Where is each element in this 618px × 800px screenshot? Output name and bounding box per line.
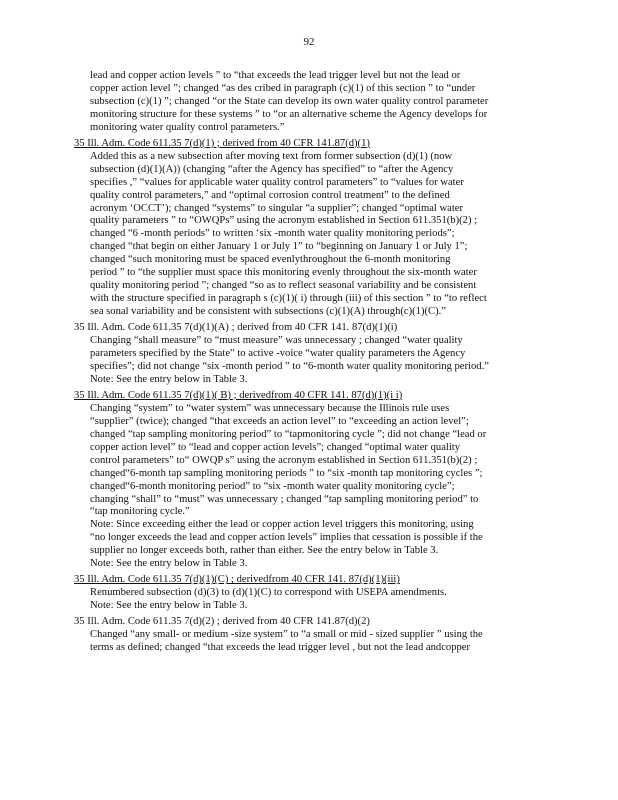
body-line: acronym ‘OCCT’); changed “systems” to singular “a supplier”; changed “optimal water [90, 202, 464, 214]
body-line: changed “tap sampling monitoring period” to “tapmonitoring cycle ”; did not change “lead or [90, 428, 487, 440]
citation-heading [74, 390, 542, 403]
body-line: “no longer exceeds the lead and copper action levels” implies that cessation is possible if the [90, 532, 483, 544]
body-line: changing “shall” to “must” was unnecessary ; changed “tap sampling monitoring period” to [90, 493, 479, 505]
citation-entry [74, 574, 542, 613]
body-line: “tap monitoring cycle.” [90, 506, 190, 518]
body-line: Changing “system” to “water system” was unnecessary because the Illinois rule uses [90, 402, 450, 414]
citation-heading-text: 35 Ill. Adm. Code 611.35 7(d)(1)( B) ; derivedfrom 40 CFR 141. 87(d)(1)(i i) [74, 389, 403, 401]
citation-body [90, 629, 542, 655]
citation-heading-text: 35 Ill. Adm. Code 611.35 7(d)(1)(C) ; derivedfrom 40 CFR 141. 87(d)(1)(iii) [74, 574, 400, 586]
body-line: Renumbered subsection (d)(3) to (d)(1)(C) to correspond with USEPA amendments. [90, 587, 447, 599]
body-line: changed “that begin on either January 1 or July 1” to “beginning on January 1 or July 1”; [90, 241, 468, 253]
entries-list [74, 138, 542, 655]
intro-line: copper action level ”; changed “as des cribed in paragraph (c)(1) of this section ” to “under [90, 82, 476, 94]
citation-entry [74, 616, 542, 655]
body-line: quality parameters ” to “OWQPs” using the acronym established in Section 611.351(b)(2) ; [90, 215, 478, 227]
body-line: supplier no longer exceeds both, rather than either. See the entry below in Table 3. [90, 545, 439, 557]
intro-line: monitoring water quality control parameters.” [90, 121, 285, 133]
citation-heading [74, 616, 542, 629]
citation-heading-text: 35 Ill. Adm. Code 611.35 7(d)(2) ; derived from 40 CFR 141.87(d)(2) [74, 616, 370, 628]
citation-entry [74, 390, 542, 571]
citation-entry [74, 322, 542, 387]
body-line: Added this as a new subsection after moving text from former subsection (d)(1) (now [90, 150, 453, 162]
page-content [74, 70, 542, 655]
body-line: Changed “any small- or medium -size system” to “a small or mid - sized supplier ” using the [90, 629, 483, 641]
body-line: quality control parameters,” and “optimal corrosion control treatment” to the defined [90, 189, 450, 201]
body-line: copper action level” to “lead and copper action levels”; changed “optimal water quality [90, 441, 461, 453]
intro-paragraph [90, 70, 542, 135]
citation-heading-text: 35 Ill. Adm. Code 611.35 7(d)(1) ; derived from 40 CFR 141.87(d)(1) [74, 137, 370, 149]
body-line: with the structure specified in paragraph s (c)(1)( i) through (iii) of this section ” to “to reflect [90, 293, 487, 305]
page-number: 92 [303, 36, 315, 48]
body-line: changed“6-month tap sampling monitoring periods ” to “six -month tap monitoring cycles ”; [90, 467, 483, 479]
body-line: control parameters” to“ OWQP s” using the acronym established in Section 611.351(b)(2) ; [90, 454, 478, 466]
body-line: subsection (d)(1)(A)) (changing “after the Agency has specified” to “after the Agency [90, 163, 454, 175]
citation-heading [74, 322, 542, 335]
body-line: Note: See the entry below in Table 3. [90, 600, 248, 612]
body-line: specifies”; did not change “six -month period ” to “6-month water quality monitoring period.” [90, 360, 489, 372]
body-line: Note: See the entry below in Table 3. [90, 373, 248, 385]
intro-line: lead and copper action levels ” to “that exceeds the lead trigger level but not the lead or [90, 70, 461, 81]
body-line: “supplier” (twice); changed “that exceeds an action level” to “exceeding an action level”; [90, 415, 469, 427]
body-line: quality monitoring period ”; changed “so as to reflect seasonal variability and be consistent [90, 280, 477, 292]
intro-line: subsection (c)(1) ”; changed “or the State can develop its own water quality control parameter [90, 95, 489, 107]
body-line: sea sonal variability and be consistent with subsections (c)(1)(A) through(c)(1)(C).” [90, 306, 446, 318]
citation-body [90, 335, 542, 387]
body-line: specifies ,” “values for applicable water quality control parameters” to “values for water [90, 176, 464, 188]
body-line: period ” to “the supplier must space this monitoring evenly throughout the six-month water [90, 267, 477, 279]
body-line: Changing “shall measure” to “must measure” was unnecessary ; changed “water quality [90, 335, 463, 347]
citation-body [90, 587, 542, 613]
citation-body [90, 151, 542, 319]
intro-line: monitoring structure for these systems ” to “or an alternative scheme the Agency develops for [90, 108, 488, 120]
citation-body [90, 403, 542, 571]
citation-heading [74, 574, 542, 587]
body-line: terms as defined; changed “that exceeds the lead trigger level , but not the lead andcopper [90, 641, 471, 653]
body-line: changed“6-month monitoring period” to “six -month water quality monitoring cycle”; [90, 480, 455, 492]
citation-heading [74, 138, 542, 151]
body-line: Note: See the entry below in Table 3. [90, 558, 248, 570]
body-line: changed “such monitoring must be spaced evenlythroughout the 6-month monitoring [90, 254, 451, 266]
body-line: changed “6 -month periods” to written ‘six -month water quality monitoring periods”; [90, 228, 455, 240]
citation-entry [74, 138, 542, 319]
body-line: parameters specified by the State” to active -voice “water quality parameters the Agency [90, 348, 466, 360]
citation-heading-text: 35 Ill. Adm. Code 611.35 7(d)(1)(A) ; derived from 40 CFR 141. 87(d)(1)(i) [74, 322, 398, 334]
body-line: Note: Since exceeding either the lead or copper action level triggers this monitoring, using [90, 519, 474, 531]
